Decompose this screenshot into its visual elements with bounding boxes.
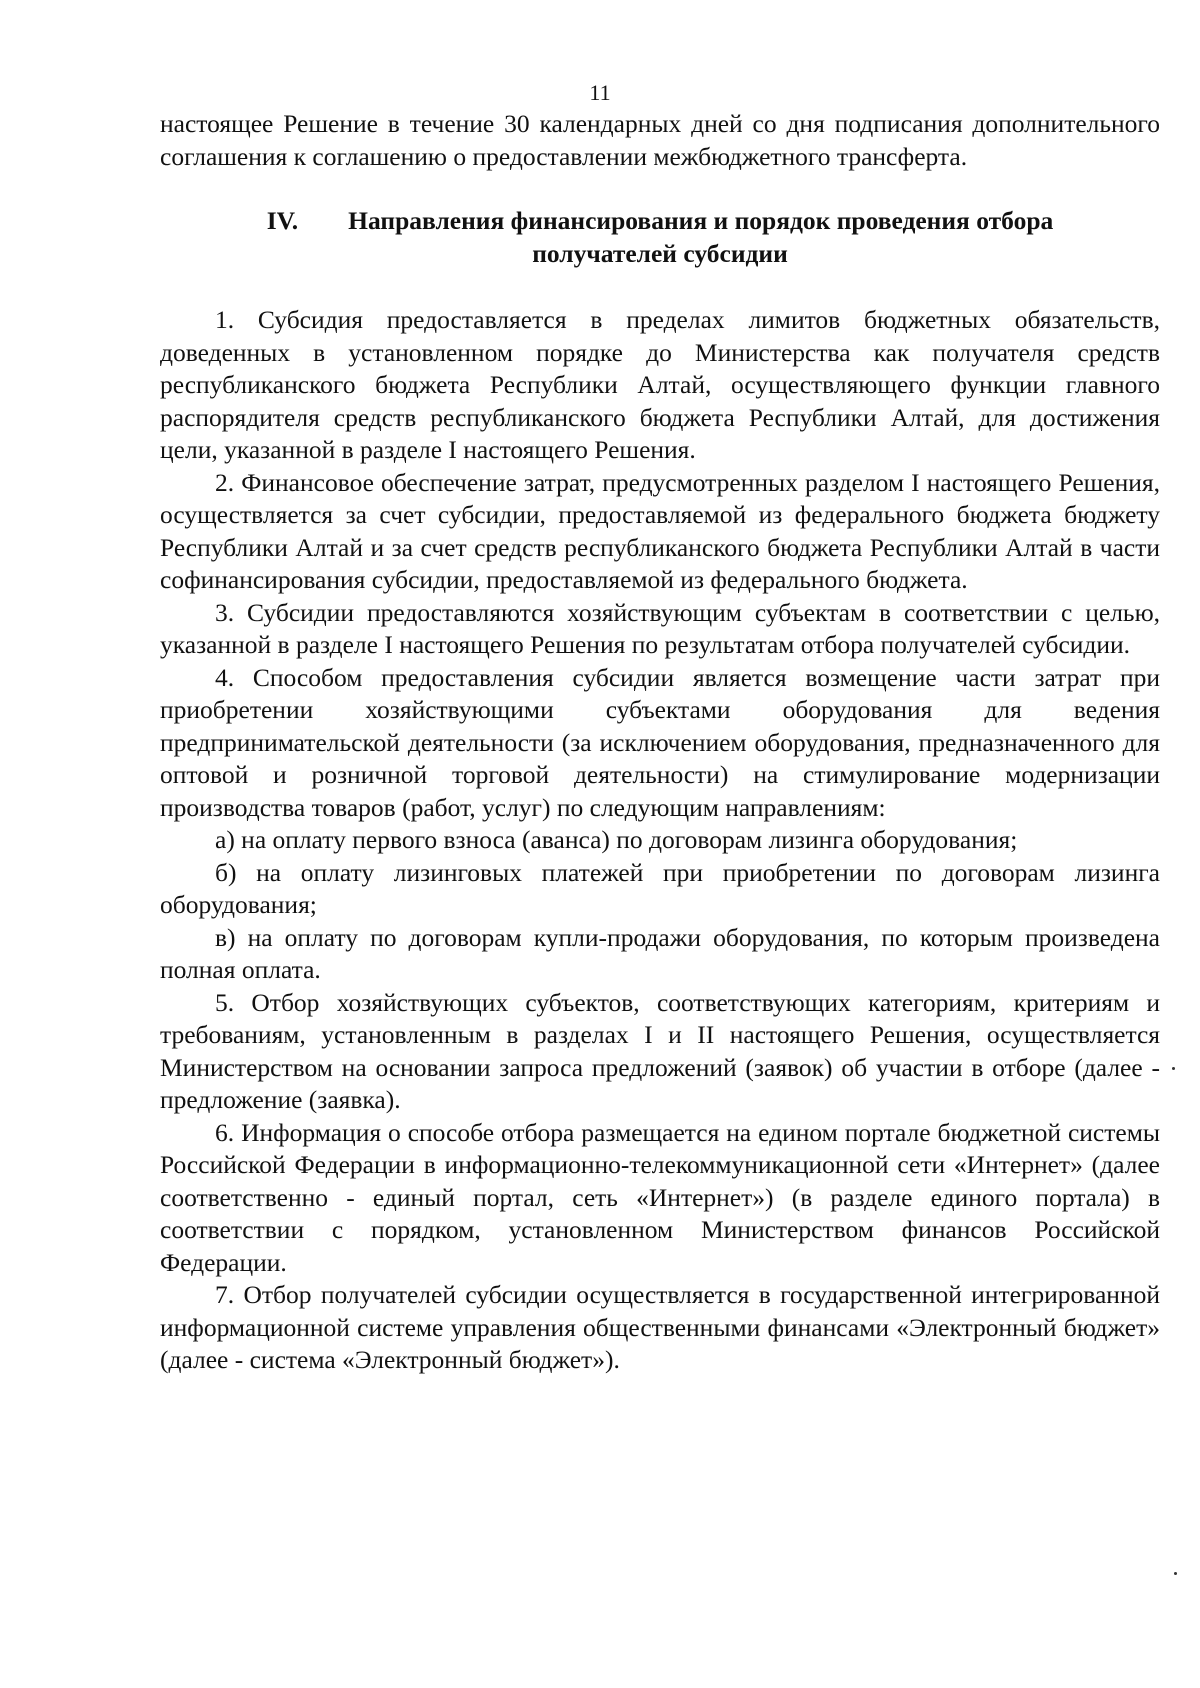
- section-number: IV.: [266, 206, 299, 235]
- sub-item-v: в) на оплату по договорам купли-продажи оборудования, по которым произведена полная оплата.: [160, 922, 1160, 984]
- page-number: 11: [589, 80, 611, 105]
- paragraph-4: 4. Способом предоставления субсидии является возмещение части затрат при приобретении хозяйствующими субъектами оборудования для ведения предпринимательской деятельности (за исключением оборудования, предназначенного для оптовой и розничной торговой деятельности) на стимулирование модернизации производства товаров (работ, услуг) по следующим направлениям:: [160, 662, 1160, 822]
- scan-speck: [1174, 1572, 1177, 1575]
- section-title-line-2: получателей субсидии: [532, 238, 788, 268]
- section-title-line-1: Направления финансирования и порядок проведения отбора: [348, 206, 1054, 235]
- paragraph-6: 6. Информация о способе отбора размещается на едином портале бюджетной системы Российской Федерации в информационно-телекоммуникационной сети «Интернет» (далее соответственно - единый портал, сеть «Интернет») (в разделе единого портала) в соответствии с порядком, установленном Министерством финансов Российской Федерации.: [160, 1117, 1160, 1277]
- sub-item-b: б) на оплату лизинговых платежей при приобретении по договорам лизинга оборудования;: [160, 857, 1160, 919]
- intro-paragraph: настоящее Решение в течение 30 календарных дней со дня подписания дополнительного соглашения к соглашению о предоставлении межбюджетного трансферта.: [160, 109, 1160, 171]
- paragraph-1: 1. Субсидия предоставляется в пределах лимитов бюджетных обязательств, доведенных в установленном порядке до Министерства как получателя средств республиканского бюджета Республики Алтай, осуществляющего функции главного распорядителя средств республиканского бюджета Республики Алтай, для достижения цели, указанной в разделе I настоящего Решения.: [160, 305, 1160, 464]
- paragraph-2: 2. Финансовое обеспечение затрат, предусмотренных разделом I настоящего Решения, осуществляется за счет субсидии, предоставляемой из федерального бюджета бюджету Республики Алтай и за счет средств республиканского бюджета Республики Алтай в части софинансирования субсидии, предоставляемой из федерального бюджета.: [160, 467, 1160, 594]
- section-heading-line-1: [160, 205, 1160, 238]
- paragraph-3: 3. Субсидии предоставляются хозяйствующим субъектам в соответствии с целью, указанной в разделе I настоящего Решения по результатам отбора получателей субсидии.: [160, 597, 1160, 659]
- scan-speck: [1172, 1067, 1175, 1070]
- section-heading: [160, 205, 1160, 270]
- paragraph-7: 7. Отбор получателей субсидии осуществляется в государственной интегрированной информационной системе управления общественными финансами «Электронный бюджет» (далее - система «Электронный бюджет»).: [160, 1280, 1160, 1374]
- document-body: [160, 108, 1160, 1377]
- paragraph-5: 5. Отбор хозяйствующих субъектов, соответствующих категориям, критериям и требованиям, установленным в разделах I и II настоящего Решения, осуществляется Министерством на основании запроса предложений (заявок) об участии в отборе (далее - предложение (заявка).: [160, 987, 1160, 1114]
- sub-item-a: а) на оплату первого взноса (аванса) по договорам лизинга оборудования;: [215, 825, 1018, 854]
